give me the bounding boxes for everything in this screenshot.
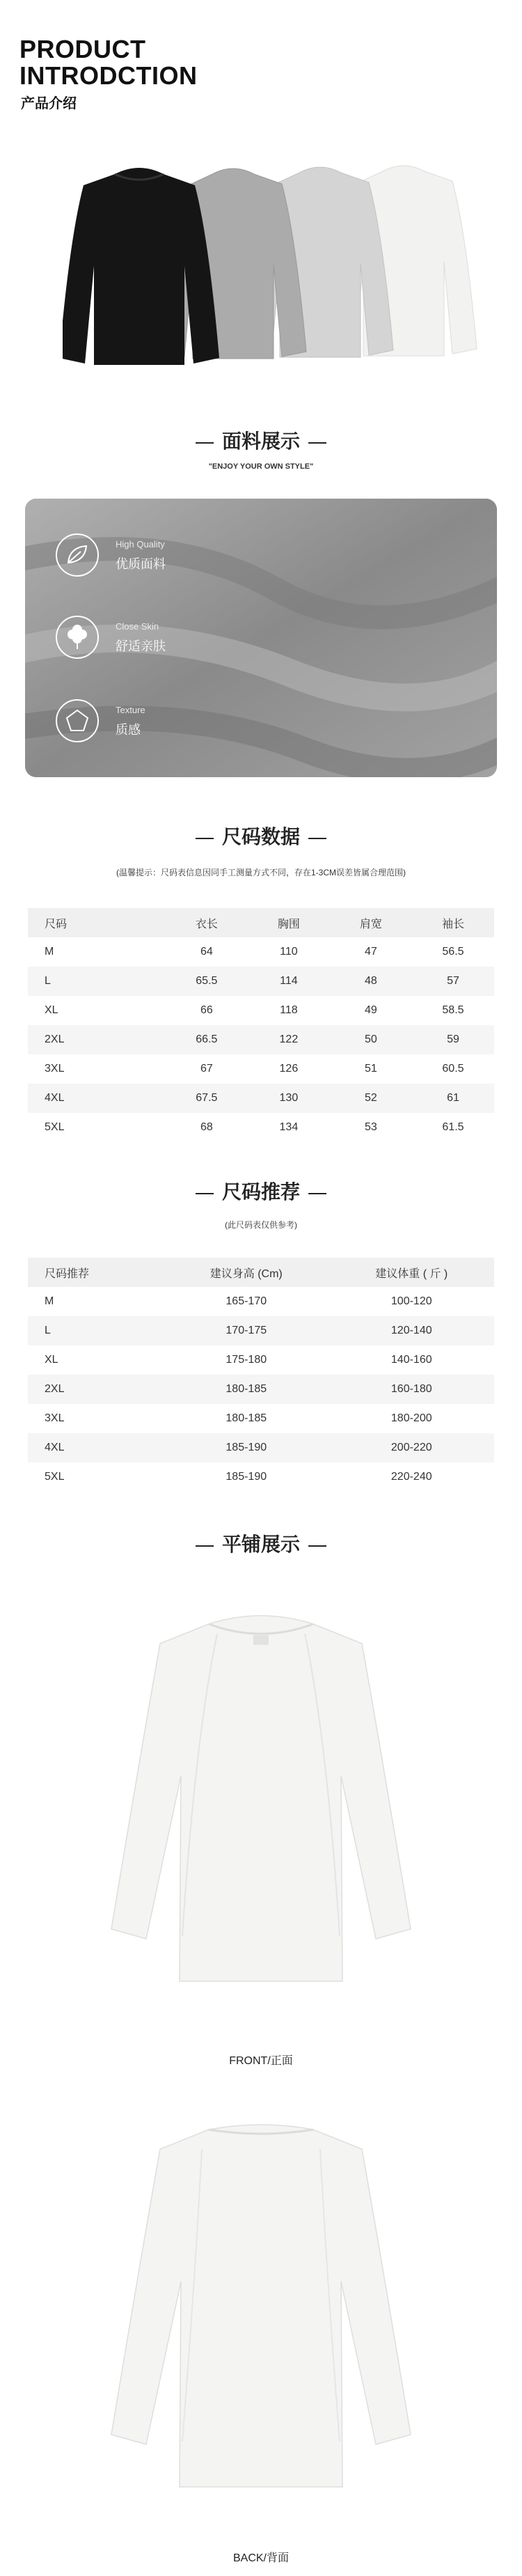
fabric-heading [0, 426, 522, 454]
table-row [28, 937, 494, 967]
table-cell: 66 [200, 1004, 213, 1016]
table-row [28, 1316, 494, 1345]
dash-right [308, 1545, 326, 1547]
table-cell: 61 [412, 1084, 494, 1113]
table-cell: 180-200 [390, 1412, 432, 1424]
table-cell: 67.5 [166, 1084, 248, 1113]
page-title [19, 36, 197, 89]
feature-zh: 质感 [116, 723, 141, 737]
table-row [28, 1375, 494, 1404]
dash-left [196, 442, 214, 444]
table-cell: 58.5 [442, 1004, 464, 1016]
table-cell: M [45, 1295, 54, 1307]
table-row [28, 1025, 494, 1054]
hero-shirts-image [63, 157, 480, 373]
table-cell: 61.5 [442, 1121, 464, 1133]
size-rec-heading-text: 尺码推荐 [221, 1181, 300, 1203]
table-cell: 65.5 [166, 967, 248, 996]
table-cell: 3XL [45, 1063, 65, 1075]
table-row [28, 967, 494, 996]
title-line-2: INTRODCTION [19, 61, 198, 90]
table-cell: 165-170 [226, 1295, 267, 1307]
size-rec-note: (此尺码表仅供参考) [225, 1220, 297, 1230]
front-shirt-image [104, 1602, 418, 1992]
dash-right [308, 838, 326, 839]
table-cell: 180-185 [226, 1412, 267, 1424]
cotton-icon [56, 616, 99, 659]
table-cell: 64 [200, 946, 213, 958]
back-shirt-image [104, 2107, 418, 2497]
back-caption: BACK/背面 [232, 2552, 290, 2564]
table-cell: 5XL [45, 1471, 65, 1483]
table-row [28, 1404, 494, 1433]
table-cell: 48 [330, 967, 412, 996]
table-header-row [28, 1258, 494, 1287]
table-header-row [28, 908, 494, 937]
table-cell: 5XL [45, 1121, 65, 1133]
table-cell: 122 [248, 1025, 330, 1054]
column-header: 肩宽 [330, 908, 412, 937]
column-header: 尺码 [28, 908, 166, 937]
table-row [28, 1462, 494, 1492]
page-subtitle: 产品介绍 [21, 96, 77, 111]
column-header: 尺码推荐 [28, 1258, 164, 1287]
table-cell: 185-190 [164, 1433, 329, 1462]
table-cell: 4XL [28, 1433, 164, 1462]
table-cell: 110 [280, 946, 298, 958]
table-cell: L [28, 1316, 164, 1345]
table-row [28, 1113, 494, 1142]
table-cell: L [28, 967, 166, 996]
table-row [28, 996, 494, 1025]
column-header: 胸围 [248, 908, 330, 937]
fabric-image-panel [25, 499, 497, 777]
table-cell: 140-160 [390, 1354, 432, 1366]
column-header: 建议体重 ( 斤 ) [329, 1258, 495, 1287]
table-cell: 67 [200, 1063, 213, 1075]
size-data-heading [0, 822, 522, 850]
table-cell: 120-140 [329, 1316, 495, 1345]
table-cell: M [45, 946, 54, 958]
table-row [28, 1054, 494, 1084]
table-cell: 68 [200, 1121, 213, 1133]
table-cell: 100-120 [390, 1295, 432, 1307]
table-cell: XL [45, 1004, 58, 1016]
table-cell: 114 [248, 967, 330, 996]
table-cell: 2XL [28, 1025, 166, 1054]
table-cell: 185-190 [226, 1471, 267, 1483]
table-cell: 50 [330, 1025, 412, 1054]
table-cell: 118 [280, 1004, 298, 1016]
feature-en: Texture [116, 705, 145, 715]
table-cell: 170-175 [164, 1316, 329, 1345]
table-cell: 47 [365, 946, 377, 958]
dash-left [196, 1193, 214, 1194]
table-cell: 52 [330, 1084, 412, 1113]
feature-texture [56, 699, 264, 755]
column-header: 衣长 [166, 908, 248, 937]
feature-en: Close Skin [116, 621, 159, 632]
table-cell: 180-185 [164, 1375, 329, 1404]
leaf-icon [56, 533, 99, 577]
table-cell: 60.5 [442, 1063, 464, 1075]
dash-left [196, 838, 214, 839]
table-cell: 57 [412, 967, 494, 996]
table-cell: 66.5 [166, 1025, 248, 1054]
shirt-black [63, 168, 219, 365]
column-header: 建议身高 (Cm) [164, 1258, 329, 1287]
table-cell: 126 [279, 1063, 299, 1075]
table-cell: 56.5 [442, 946, 464, 958]
feature-en: High Quality [116, 539, 165, 549]
feature-high-quality [56, 533, 264, 589]
table-cell: 49 [365, 1004, 377, 1016]
size-rec-table [28, 1258, 494, 1492]
flatlay-heading-text: 平铺展示 [221, 1533, 300, 1555]
table-cell: 200-220 [329, 1433, 495, 1462]
pentagon-icon [56, 699, 99, 742]
column-header: 袖长 [412, 908, 494, 937]
dash-left [196, 1545, 214, 1547]
table-cell: 175-180 [226, 1354, 267, 1366]
size-rec-heading [0, 1177, 522, 1205]
table-cell: 53 [365, 1121, 377, 1133]
table-row [28, 1345, 494, 1375]
feature-zh: 舒适亲肤 [116, 639, 166, 653]
front-caption: FRONT/正面 [229, 2055, 293, 2067]
size-data-note: (温馨提示：尺码表信息因同手工测量方式不同，存在1-3CM误差皆属合理范围) [116, 868, 406, 877]
table-cell: XL [45, 1354, 58, 1366]
table-row [28, 1433, 494, 1462]
table-cell: 2XL [28, 1375, 164, 1404]
dash-right [308, 442, 326, 444]
table-cell: 130 [248, 1084, 330, 1113]
table-cell: 134 [279, 1121, 299, 1133]
table-cell: 4XL [28, 1084, 166, 1113]
size-data-table [28, 908, 494, 1142]
fabric-tagline: "ENJOY YOUR OWN STYLE" [208, 462, 314, 471]
dash-right [308, 1193, 326, 1194]
table-row [28, 1287, 494, 1316]
table-cell: 160-180 [329, 1375, 495, 1404]
table-cell: 51 [365, 1063, 377, 1075]
size-data-heading-text: 尺码数据 [221, 826, 300, 848]
flatlay-heading [0, 1529, 522, 1557]
table-cell: 59 [412, 1025, 494, 1054]
table-row [28, 1084, 494, 1113]
table-cell: 220-240 [390, 1471, 432, 1483]
title-line-1: PRODUCT [19, 35, 146, 63]
feature-close-skin [56, 616, 264, 671]
table-cell: 3XL [45, 1412, 65, 1424]
feature-zh: 优质面料 [116, 557, 166, 571]
fabric-heading-text: 面料展示 [221, 430, 300, 452]
